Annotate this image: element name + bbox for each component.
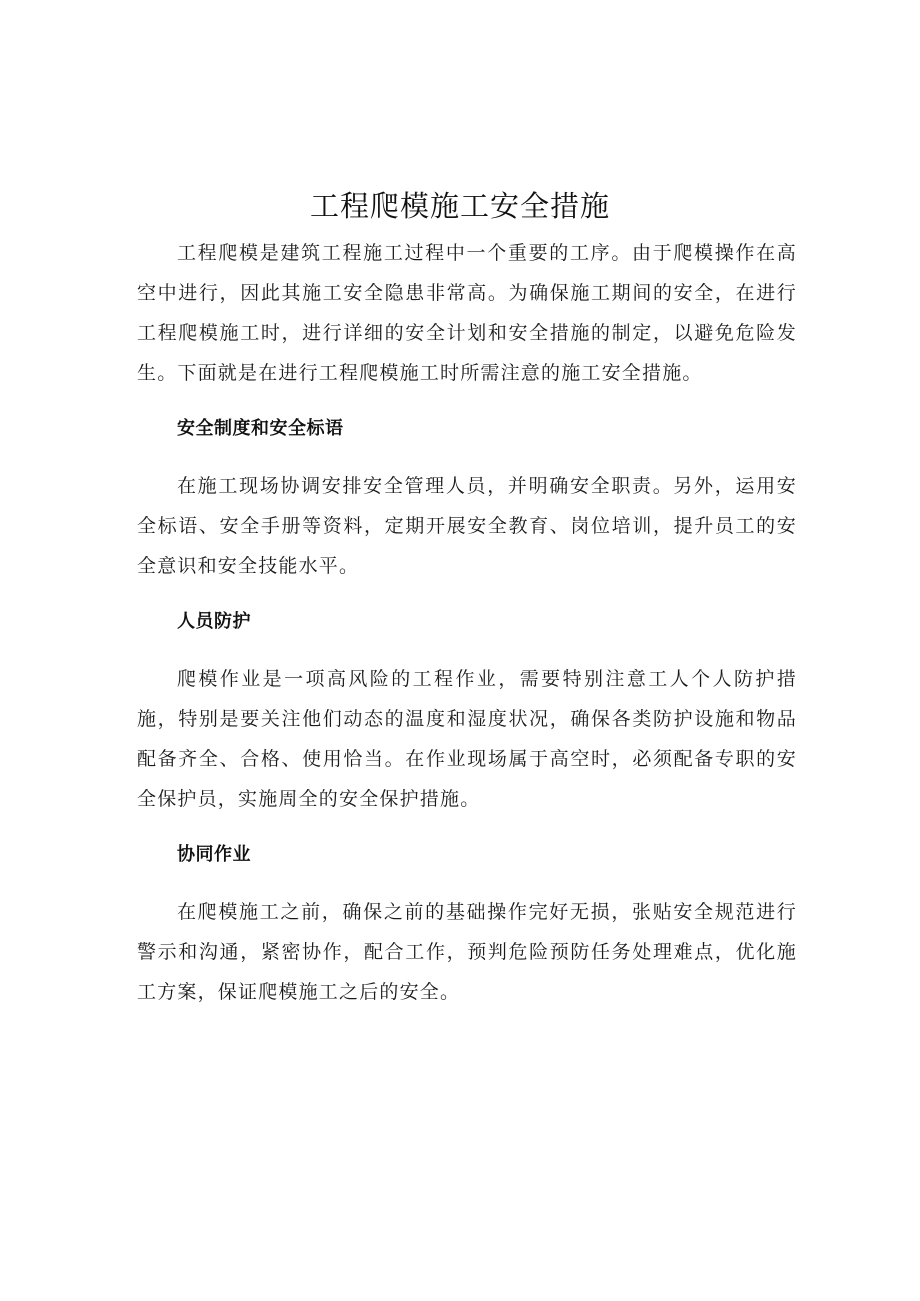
section-body-coordinated-work: 在爬模施工之前，确保之前的基础操作完好无损，张贴安全规范进行警示和沟通，紧密协作，配合工作，预判危险预防任务处理难点，优化施工方案，保证爬模施工之后的安全。 — [137, 901, 797, 1003]
section-heading-coordinated-work: 协同作业 — [177, 844, 251, 865]
spacer — [137, 586, 797, 602]
section-heading-personnel-protection: 人员防护 — [177, 611, 251, 632]
spacer — [137, 819, 797, 835]
document-body — [137, 233, 797, 1012]
spacer — [137, 393, 797, 409]
spacer — [137, 449, 797, 466]
document-title: 工程爬模施工安全措施 — [309, 189, 610, 223]
section-body-safety-system: 在施工现场协调安排安全管理人员，并明确安全职责。另外，运用安全标语、安全手册等资料，定期开展安全教育、岗位培训，提升员工的安全意识和安全技能水平。 — [137, 475, 797, 577]
section-heading-safety-system: 安全制度和安全标语 — [177, 418, 344, 439]
section-body-personnel-protection: 爬模作业是一项高风险的工程作业，需要特别注意工人个人防护措施，特别是要关注他们动态的温度和湿度状况，确保各类防护设施和物品配备齐全、合格、使用恰当。在作业现场属于高空时，必须配备专职的安全保护员，实施周全的安全保护措施。 — [137, 668, 797, 810]
intro-paragraph: 工程爬模是建筑工程施工过程中一个重要的工序。由于爬模操作在高空中进行，因此其施工安全隐患非常高。为确保施工期间的安全，在进行工程爬模施工时，进行详细的安全计划和安全措施的制定，以避免危险发生。下面就是在进行工程爬模施工时所需注意的施工安全措施。 — [137, 242, 797, 384]
spacer — [137, 642, 797, 659]
spacer — [137, 875, 797, 892]
